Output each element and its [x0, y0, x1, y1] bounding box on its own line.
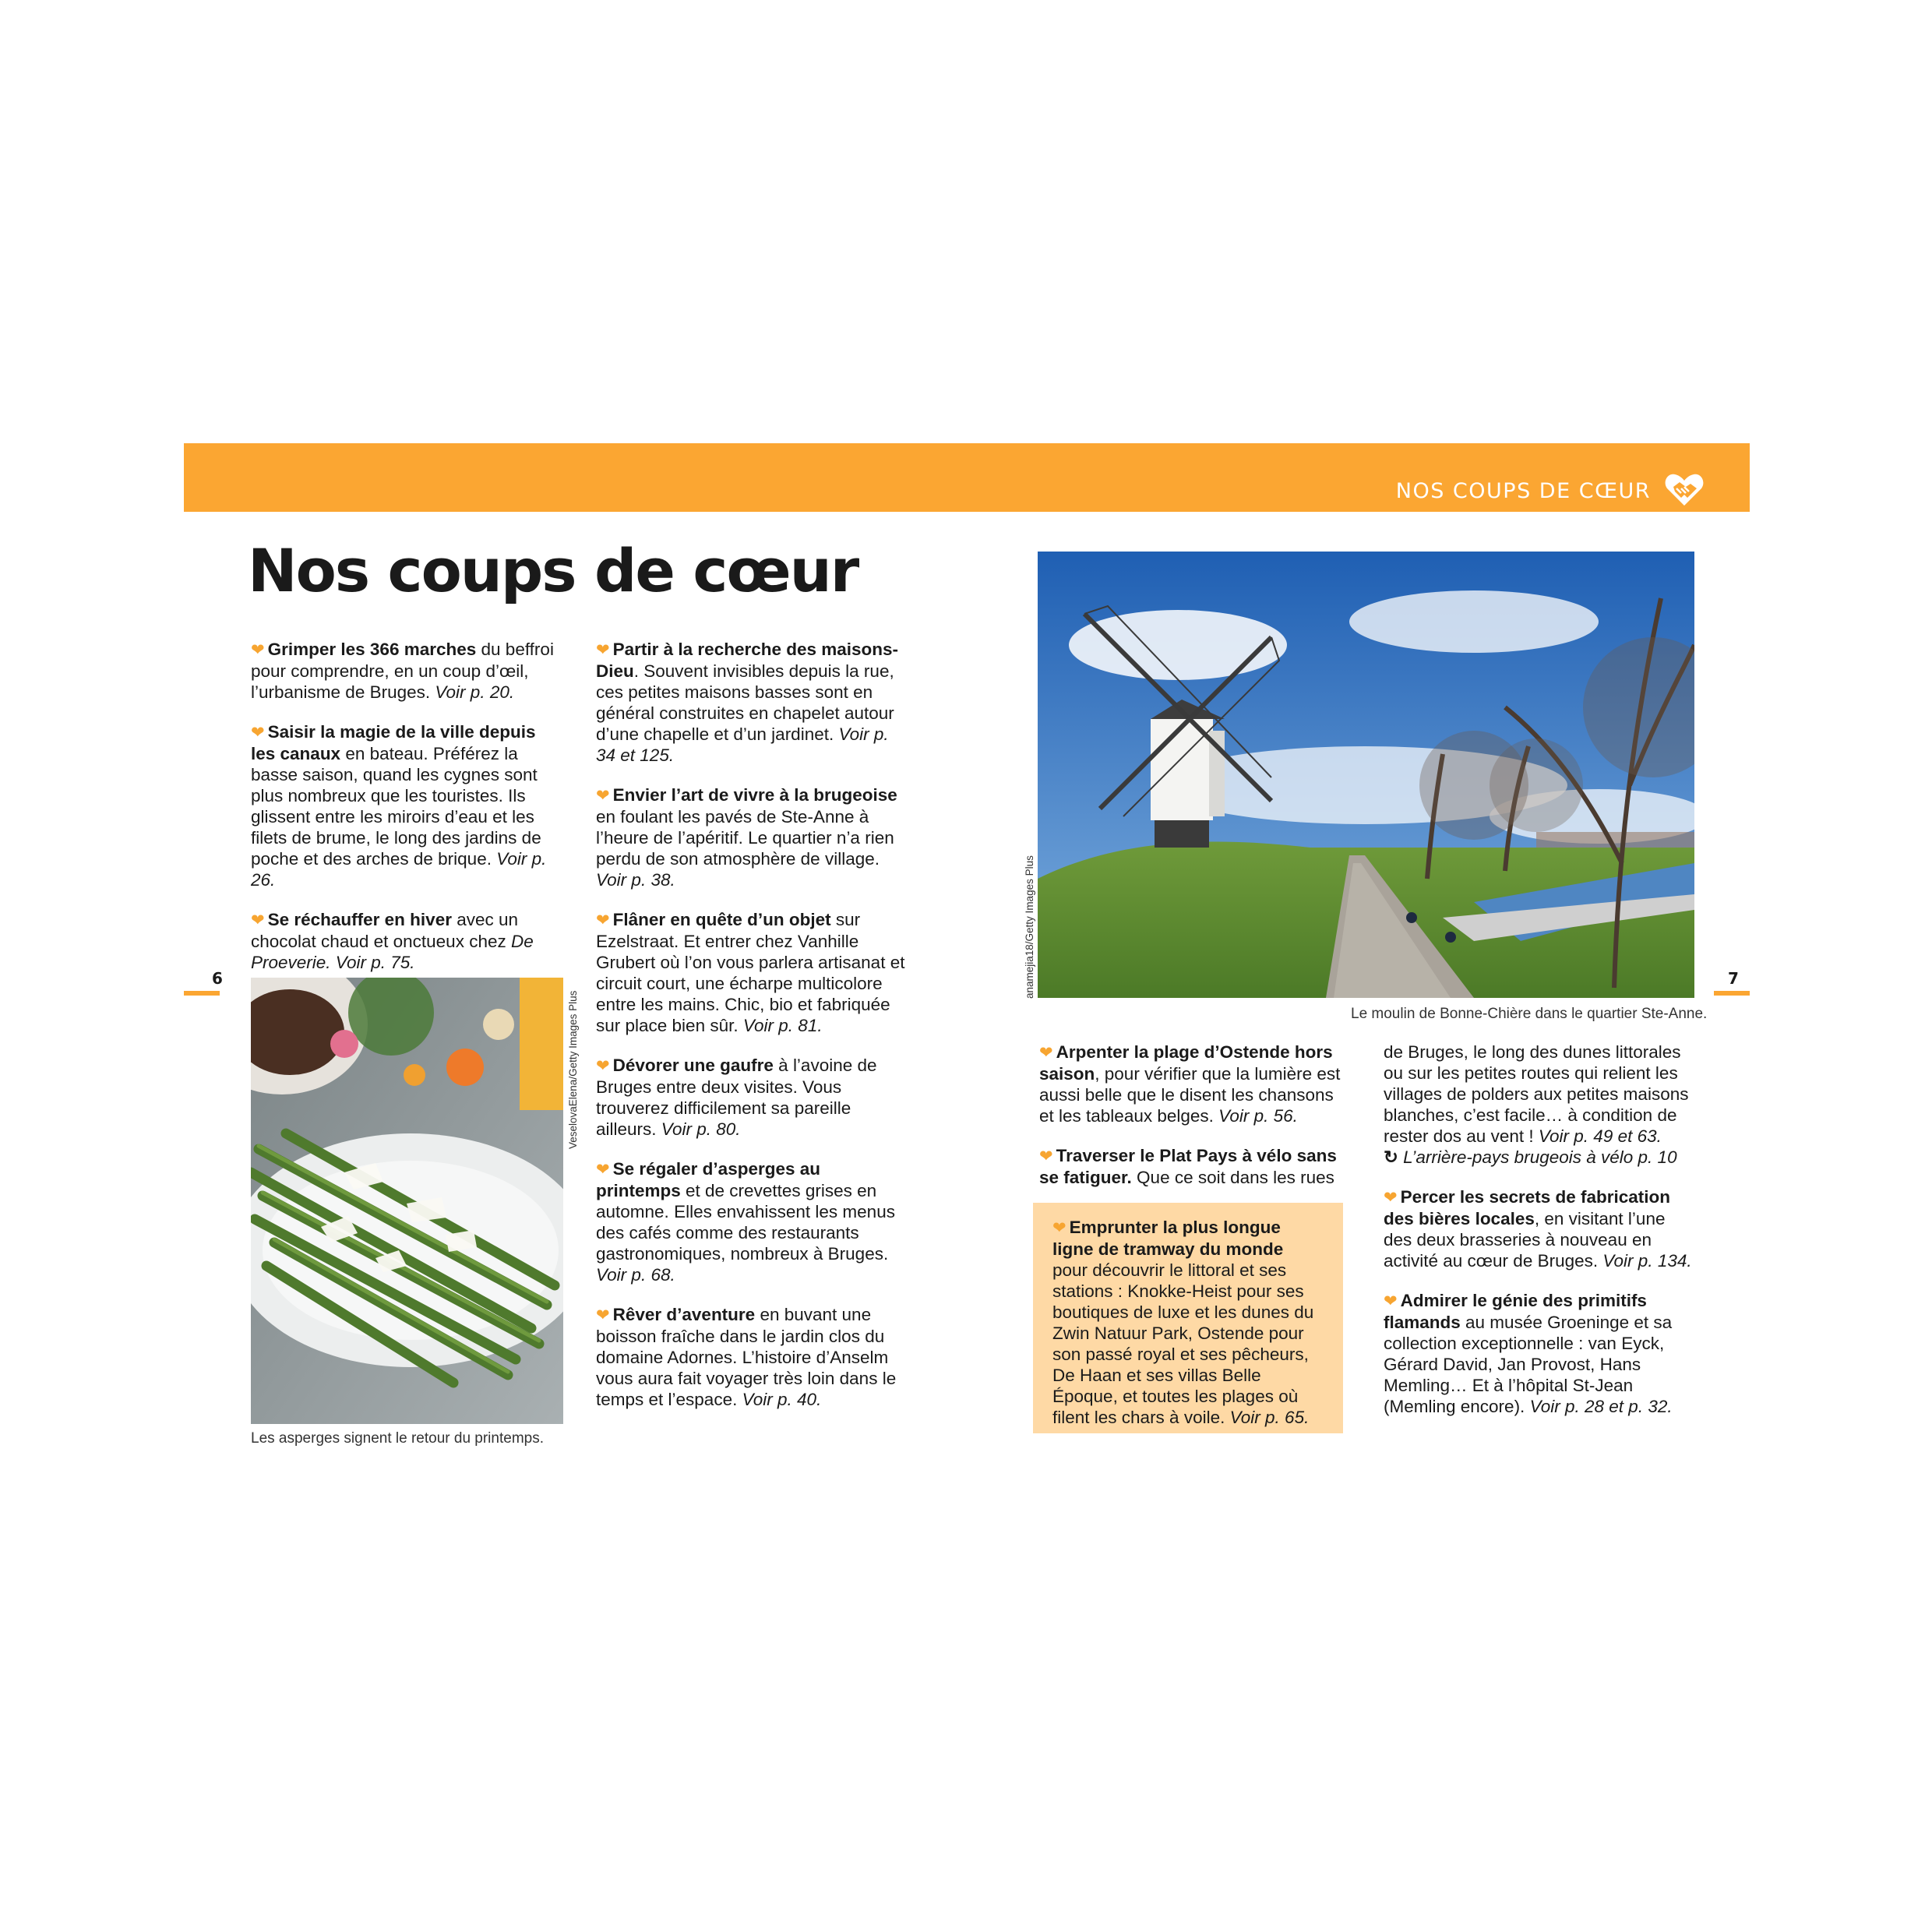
- heart-icon: ❤: [1039, 1044, 1053, 1062]
- page-number-right: 7: [1728, 969, 1739, 988]
- photo-caption-asparagus: Les asperges signent le retour du printemps.: [251, 1430, 544, 1447]
- page-title: Nos coups de cœur: [248, 536, 858, 605]
- list-item: ❤ Rêver d’aventure en buvant une boisson fraîche dans le jardin clos du domaine Adornes. L’histoire d’Anselm vous aura fait voyager très loin dans le temps et l’espace. Voir p. 40.: [596, 1305, 897, 1409]
- list-item: ❤ Saisir la magie de la ville depuis les canaux en bateau. Préférez la basse saison, quand les cygnes sont plus nombreux que les touristes. Ils glissent entre les miroirs d’eau et les filets de brume, le long des jardins de poche et des arches de brique. Voir p. 26.: [251, 722, 547, 890]
- section-label: NOS COUPS DE CŒUR: [1395, 479, 1651, 503]
- list-item: ❤ Flâner en quête d’un objet sur Ezelstraat. Et entrer chez Vanhille Grubert où l’on vous parlera artisanat et circuit court, une écharpe multicolore entre les mains. Chic, bio et fabriquée sur place bien sûr. Voir p. 81.: [596, 910, 905, 1035]
- crossref-link[interactable]: L’arrière-pays brugeois à vélo p. 10: [1403, 1147, 1677, 1167]
- page-number-bar: [184, 991, 220, 996]
- list-item: ❤ Se régaler d’asperges au printemps et de crevettes grises en automne. Elles envahissent les menus des cafés comme des restaurants gastronomiques, nombreux à Bruges. Voir p. 68.: [596, 1159, 895, 1285]
- heart-icon: ❤: [1039, 1147, 1053, 1165]
- column-4: [1384, 1042, 1695, 1436]
- heart-icon: ❤: [251, 911, 265, 929]
- column-2: [596, 639, 908, 1429]
- list-item: ❤ Grimper les 366 marches du beffroi pour comprendre, en un coup d’œil, l’urbanisme de Bruges. Voir p. 20.: [251, 640, 554, 702]
- heart-icon: ❤: [1384, 1292, 1398, 1310]
- list-item: ❤ Envier l’art de vivre à la brugeoise en foulant les pavés de Ste-Anne à l’heure de l’apéritif. Le quartier n’a rien perdu de son atmosphère de village. Voir p. 38.: [596, 785, 897, 890]
- list-item: ❤ Partir à la recherche des maisons-Dieu. Souvent invisibles depuis la rue, ces petites maisons basses sont en général construites en chapelet autour d’une chapelle et d’un jardinet. Voir p. 34 et 125.: [596, 640, 899, 765]
- list-item: ❤ Percer les secrets de fabrication des bières locales, en visitant l’une des deux brasseries à nouveau en activité au cœur de Bruges. Voir p. 134.: [1384, 1187, 1692, 1271]
- photo-credit-asparagus: VeselovaElena/Getty Images Plus: [567, 990, 579, 1149]
- heart-icon: ❤: [251, 641, 265, 659]
- list-item: ❤ Dévorer une gaufre à l’avoine de Bruges entre deux visites. Vous trouverez difficilement sa pareille ailleurs. Voir p. 80.: [596, 1056, 877, 1139]
- photo-credit-windmill: anamejia18/Getty Images Plus: [1024, 855, 1035, 999]
- photo-caption-windmill: Le moulin de Bonne-Chière dans le quartier Ste-Anne.: [1351, 1006, 1708, 1022]
- heart-icon: ❤: [596, 911, 610, 929]
- list-item: ❤ Arpenter la plage d’Ostende hors saison, pour vérifier que la lumière est aussi belle que le disent les chansons et les tableaux belges. Voir p. 56.: [1039, 1042, 1341, 1126]
- list-item: ❤ Admirer le génie des primitifs flamands au musée Groeninge et sa collection exceptionnelle : van Eyck, Gérard David, Jan Provost, Hans Memling… Et à l’hôpital St-Jean (Memling encore). Voir p. 28 et p. 32.: [1384, 1291, 1673, 1416]
- list-item: ❤ Traverser le Plat Pays à vélo sans se fatiguer. Que ce soit dans les rues: [1039, 1146, 1337, 1187]
- heart-icon: ❤: [1384, 1189, 1398, 1207]
- list-item: ❤ Se réchauffer en hiver avec un chocolat chaud et onctueux chez De Proeverie. Voir p. 75.: [251, 910, 534, 972]
- heart-icon: ❤: [596, 787, 610, 805]
- column-3: [1039, 1042, 1351, 1207]
- heart-icon: ❤: [596, 1057, 610, 1075]
- heart-icon: ❤: [251, 724, 265, 742]
- heart-icon: ❤: [596, 1306, 610, 1324]
- page-number-bar: [1714, 991, 1750, 996]
- heart-icon: ❤: [596, 641, 610, 659]
- heart-icon: ❤: [1052, 1219, 1066, 1237]
- page-number-left: 6: [212, 969, 223, 988]
- column-1: [251, 639, 562, 992]
- header-band: [184, 443, 1750, 512]
- asparagus-photo: [251, 978, 563, 1424]
- windmill-photo: [1038, 552, 1694, 998]
- list-item-continuation: de Bruges, le long des dunes littorales ou sur les petites routes qui relient les villages de polders aux petites maisons blanches, c’est facile… à condition de rester dos au vent ! Voir p. 49 et 63. ↻ L’arrière-pays brugeois à vélo p. 10: [1384, 1042, 1689, 1167]
- tram-highlight-box: ❤ Emprunter la plus longue ligne de tramway du monde pour découvrir le littoral et ses stations : Knokke-Heist pour ses boutiques de luxe et les dunes du Zwin Natuur Park, Ostende pour son passé royal et ses pêcheurs, De Haan et ses villas Belle Époque, et toutes les plages où filent les chars à voile. Voir p. 65.: [1033, 1203, 1343, 1433]
- arrow-circle-icon: ↻: [1384, 1147, 1398, 1167]
- handshake-heart-icon: [1664, 471, 1705, 507]
- heart-icon: ❤: [596, 1161, 610, 1179]
